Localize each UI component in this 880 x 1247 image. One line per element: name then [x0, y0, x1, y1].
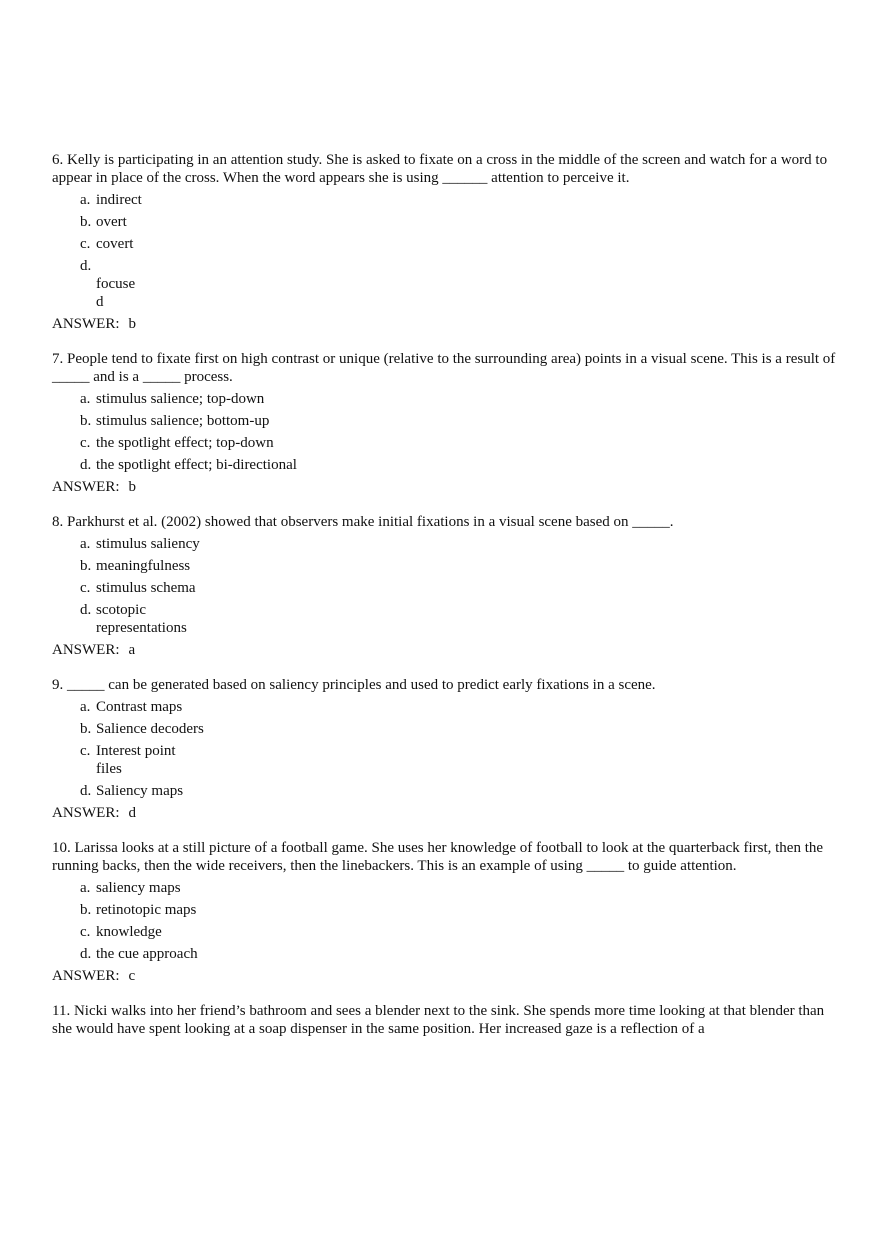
question-9: [52, 676, 842, 822]
option-d: [52, 456, 842, 474]
option-b: [52, 412, 842, 430]
option-text: the spotlight effect; top-down: [96, 435, 274, 451]
answer-value: b: [128, 479, 136, 495]
answer-line: [52, 478, 842, 496]
option-letter: a.: [80, 699, 91, 715]
option-text: focused: [96, 276, 136, 310]
option-letter: d.: [80, 946, 92, 962]
option-letter: b.: [80, 413, 92, 429]
option-a: [52, 535, 842, 553]
option-d: [52, 257, 842, 311]
question-11: [52, 1002, 842, 1038]
option-letter: c.: [80, 236, 91, 252]
option-letter: c.: [80, 580, 91, 596]
option-b: [52, 557, 842, 575]
option-d: [52, 782, 842, 800]
option-a: [52, 191, 842, 209]
option-letter: b.: [80, 558, 92, 574]
question-8: [52, 513, 842, 659]
answer-line: [52, 967, 842, 985]
answer-label: ANSWER:: [52, 642, 120, 658]
option-c: [52, 742, 842, 778]
answer-value: a: [128, 642, 136, 658]
option-list: [52, 698, 842, 800]
option-text: retinotopic maps: [96, 902, 197, 918]
option-letter: d.: [80, 457, 92, 473]
option-text: Interest point files: [96, 743, 176, 777]
option-d: [52, 945, 842, 963]
option-text: knowledge: [96, 924, 162, 940]
question-list: [52, 151, 842, 1055]
question-stem: 10. Larissa looks at a still picture of a football game. She uses her knowledge of football to look at the quarterback first, then the running backs, then the wide receivers, then the linebackers. This is an example of using _____ to guide attention.: [52, 840, 824, 874]
option-text: meaningfulness: [96, 558, 191, 574]
option-letter: c.: [80, 743, 91, 759]
option-c: [52, 235, 842, 253]
option-text: covert: [96, 236, 134, 252]
option-letter: d.: [80, 258, 92, 274]
option-text: the spotlight effect; bi-directional: [96, 457, 297, 473]
answer-label: ANSWER:: [52, 479, 120, 495]
answer-line: [52, 315, 842, 333]
question-stem: 11. Nicki walks into her friend’s bathroom and sees a blender next to the sink. She spends more time looking at that blender than she would have spent looking at a soap dispenser in the same position. Her increased gaze is a reflection of a: [52, 1003, 825, 1037]
option-text: stimulus salience; top-down: [96, 391, 265, 407]
option-letter: a.: [80, 192, 91, 208]
question-7: [52, 350, 842, 496]
option-a: [52, 390, 842, 408]
question-stem: 7. People tend to fixate first on high contrast or unique (relative to the surrounding area) points in a visual scene. This is a result of _____ and is a _____ process.: [52, 351, 836, 385]
option-list: [52, 390, 842, 474]
option-letter: d.: [80, 783, 92, 799]
answer-label: ANSWER:: [52, 968, 120, 984]
option-text: the cue approach: [96, 946, 198, 962]
option-b: [52, 213, 842, 231]
option-text: scotopic representations: [96, 602, 187, 636]
answer-value: b: [128, 316, 136, 332]
option-letter: a.: [80, 880, 91, 896]
option-letter: c.: [80, 924, 91, 940]
option-list: [52, 535, 842, 637]
question-10: [52, 839, 842, 985]
option-letter: c.: [80, 435, 91, 451]
option-c: [52, 434, 842, 452]
option-a: [52, 879, 842, 897]
answer-label: ANSWER:: [52, 805, 120, 821]
option-letter: a.: [80, 391, 91, 407]
option-c: [52, 923, 842, 941]
option-c: [52, 579, 842, 597]
option-text: Salience decoders: [96, 721, 204, 737]
option-list: [52, 879, 842, 963]
option-text: indirect: [96, 192, 142, 208]
answer-line: [52, 641, 842, 659]
option-text: saliency maps: [96, 880, 181, 896]
option-letter: a.: [80, 536, 91, 552]
option-b: [52, 720, 842, 738]
option-b: [52, 901, 842, 919]
option-letter: d.: [80, 602, 92, 618]
option-text: Saliency maps: [96, 783, 184, 799]
answer-label: ANSWER:: [52, 316, 120, 332]
option-d: [52, 601, 842, 637]
option-letter: b.: [80, 902, 92, 918]
question-6: [52, 151, 842, 333]
question-stem: 8. Parkhurst et al. (2002) showed that observers make initial fixations in a visual scene based on _____.: [52, 514, 674, 530]
option-text: Contrast maps: [96, 699, 183, 715]
option-text: stimulus schema: [96, 580, 196, 596]
option-text: stimulus saliency: [96, 536, 200, 552]
option-letter: b.: [80, 214, 92, 230]
option-text: stimulus salience; bottom-up: [96, 413, 270, 429]
option-list: [52, 191, 842, 311]
option-a: [52, 698, 842, 716]
question-stem: 9. _____ can be generated based on saliency principles and used to predict early fixations in a scene.: [52, 677, 656, 693]
answer-line: [52, 804, 842, 822]
option-text: overt: [96, 214, 127, 230]
question-stem: 6. Kelly is participating in an attention study. She is asked to fixate on a cross in the middle of the screen and watch for a word to appear in place of the cross. When the word appears she is using ______ attention to perceive it.: [52, 152, 828, 186]
answer-value: d: [128, 805, 136, 821]
answer-value: c: [128, 968, 136, 984]
option-letter: b.: [80, 721, 92, 737]
